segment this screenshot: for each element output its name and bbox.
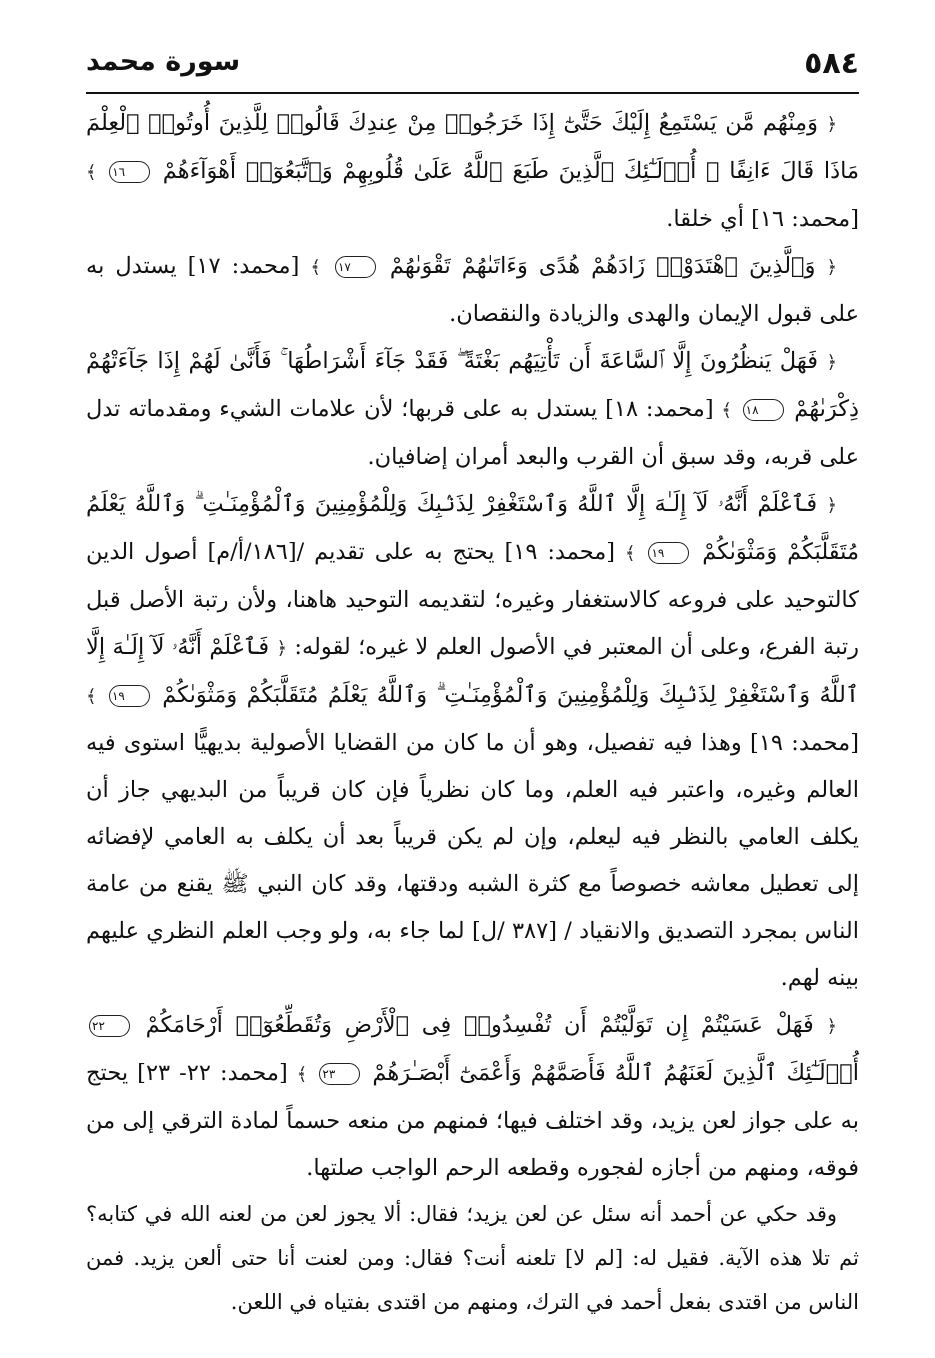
quran-bracket: ﴾ <box>721 400 732 421</box>
paragraph-verse-17 <box>86 243 859 338</box>
quran-bracket: ﴾ <box>310 257 321 278</box>
ayah-number-marker: ١٧ <box>335 256 376 278</box>
ayah-number-marker: ٢٣ <box>319 1063 360 1085</box>
text-run: فَهَلْ عَسَيْتُمْ إِن تَوَلَّيْتُمْ أَن تُفْسِدُوا۟ فِى ٱلْأَرْضِ وَتُقَطِّعُوٓا۟ أَرْحَامَكُمْ <box>132 1012 827 1038</box>
quran-bracket: ﴿ <box>826 114 837 135</box>
text-run: [محمد: ١٨] يستدل به على قربها؛ لأن علامات الشيء ومقدماته تدل على قربه، وقد سبق أن القرب والبعد أمران إضافيان. <box>86 396 859 470</box>
body-text <box>86 100 859 1324</box>
page-number: ٥٨٤ <box>804 46 859 81</box>
paragraph-verse-16 <box>86 100 859 243</box>
text-run: أُو۟لَـٰٓئِكَ ٱلَّذِينَ لَعَنَهُمُ ٱللَّهُ فَأَصَمَّهُمْ وَأَعْمَىٰٓ أَبْصَـٰرَهُمْ <box>363 1060 859 1086</box>
text-run: فَٱعْلَمْ أَنَّهُۥ لَآ إِلَـٰهَ إِلَّا ٱللَّهُ وَٱسْتَغْفِرْ لِذَنۢبِكَ وَلِلْمُؤْمِنِينَ وَٱلْمُؤْمِنَـٰتِ ۗ وَٱللَّهُ يَعْلَمُ مُتَقَلَّبَكُمْ وَمَثْوَىٰكُمْ <box>86 491 859 565</box>
text-run: [محمد: ١٩] وهذا فيه تفصيل، وهو أن ما كان من القضايا الأصولية بديهيًّا استوى فيه العالم وغيره، واعتبر فيه العلم، وما كان نظرياً فإن كان قريباً من البديهي جاز أن يكلف العامي بالنظر فيه ليعلم، وإن لم يكن قريباً بعد أن يكلف به العامي لإفضائه إلى تعطيل معاشه خصوصاً مع كثرة الشبه ودقتها، وقد كان النبي ﷺ يقنع من عامة الناس بمجرد التصديق والانقياد / [٣٨٧ /ل] لما جاء به، ولو وجب العلم النظري عليهم بينه لهم. <box>86 730 860 991</box>
text-run: فَهَلْ يَنظُرُونَ إِلَّا ٱلسَّاعَةَ أَن تَأْتِيَهُم بَغْتَةً ۖ فَقَدْ جَآءَ أَشْرَاطُهَا ۚ فَأَنَّىٰ لَهُمْ إِذَا جَآءَتْهُمْ ذِكْرَىٰهُمْ <box>86 348 860 422</box>
text-run: فَٱعْلَمْ أَنَّهُۥ لَآ إِلَـٰهَ إِلَّا ٱللَّهُ وَٱسْتَغْفِرْ لِذَنۢبِكَ وَلِلْمُؤْمِنِينَ وَٱلْمُؤْمِنَـٰتِ ۗ وَٱللَّهُ يَعْلَمُ مُتَقَلَّبَكُمْ وَمَثْوَىٰكُمْ <box>86 634 860 708</box>
text-run <box>307 1060 316 1086</box>
text-run: وقد حكي عن أحمد أنه سئل عن لعن يزيد؛ فقال: ألا يجوز لعن من لعنه الله في كتابه؟ ثم تلا هذه الآية. فقيل له: [لم لا] تلعنه أنت؟ فقال: ومن لعنت أنا حتى ألعن يزيد. فمن الناس من اقتدى بفعل أحمد في الترك، ومنهم من اقتدى بفتياه في اللعن. <box>86 1202 859 1314</box>
paragraph-ahmad-narration <box>86 1192 859 1324</box>
text-run: [محمد: ١٩] يحتج به على تقديم /[١٨٦/أ/م] أصول الدين كالتوحيد على فروعه كالاستغفار وغيره؛ لتقديمه التوحيد هاهنا، ولأن رتبة الأصل قبل رتبة الفرع، وعلى أن المعتبر في الأصول العلم لا غيره؛ لقوله: <box>86 539 859 660</box>
quran-bracket: ﴿ <box>826 495 837 516</box>
quran-bracket: ﴿ <box>826 352 837 373</box>
quran-bracket: ﴿ <box>826 1016 837 1037</box>
ayah-number-marker: ١٩ <box>648 542 689 564</box>
text-run: وَمِنْهُم مَّن يَسْتَمِعُ إِلَيْكَ حَتَّىٰٓ إِذَا خَرَجُوا۟ مِنْ عِندِكَ قَالُوا۟ لِلَّذِينَ أُوتُوا۟ ٱلْعِلْمَ مَاذَا قَالَ ءَانِفًا ۚ أُو۟لَـٰٓئِكَ ٱلَّذِينَ طَبَعَ ٱللَّهُ عَلَىٰ قُلُوبِهِمْ وَٱتَّبَعُوٓا۟ أَهْوَآءَهُمْ <box>86 110 859 184</box>
text-run <box>97 682 106 708</box>
text-run <box>321 253 332 279</box>
quran-bracket: ﴾ <box>624 543 636 564</box>
quran-bracket: ﴿ <box>276 638 288 659</box>
running-title: سورة محمد <box>86 46 241 77</box>
paragraph-verses-22-23 <box>86 1002 859 1192</box>
ayah-number-marker: ١٩ <box>109 685 150 707</box>
ayah-number-marker: ١٦ <box>109 161 150 183</box>
text-run: [محمد: ٢٢- ٢٣] يحتج به على جواز لعن يزيد، وقد اختلف فيها؛ فمنهم من منعه حسماً لمادة الترقي إلى من فوقه، ومنهم من أجازه لفجوره وقطعه الرحم الواجب صلتها. <box>86 1060 859 1181</box>
paragraph-verse-18 <box>86 338 859 481</box>
text-run <box>636 539 646 565</box>
text-run: [محمد: ١٦] أي خلقا. <box>666 206 859 232</box>
quran-bracket: ﴿ <box>826 257 837 278</box>
quran-bracket: ﴾ <box>86 686 97 707</box>
text-run <box>97 158 107 184</box>
text-run <box>732 396 740 422</box>
text-run: وَٱلَّذِينَ ٱهْتَدَوْا۟ زَادَهُمْ هُدًى وَءَاتَىٰهُمْ تَقْوَىٰهُمْ <box>378 253 827 279</box>
ayah-number-marker: ٢٢ <box>89 1015 130 1037</box>
quran-bracket: ﴾ <box>296 1064 308 1085</box>
quran-bracket: ﴾ <box>86 162 97 183</box>
page-header <box>86 40 859 94</box>
ayah-number-marker: ١٨ <box>743 399 784 421</box>
paragraph-verse-19 <box>86 481 859 1002</box>
text-run: [محمد: ١٧] يستدل به على قبول الإيمان والهدى والزيادة والنقصان. <box>86 253 859 327</box>
